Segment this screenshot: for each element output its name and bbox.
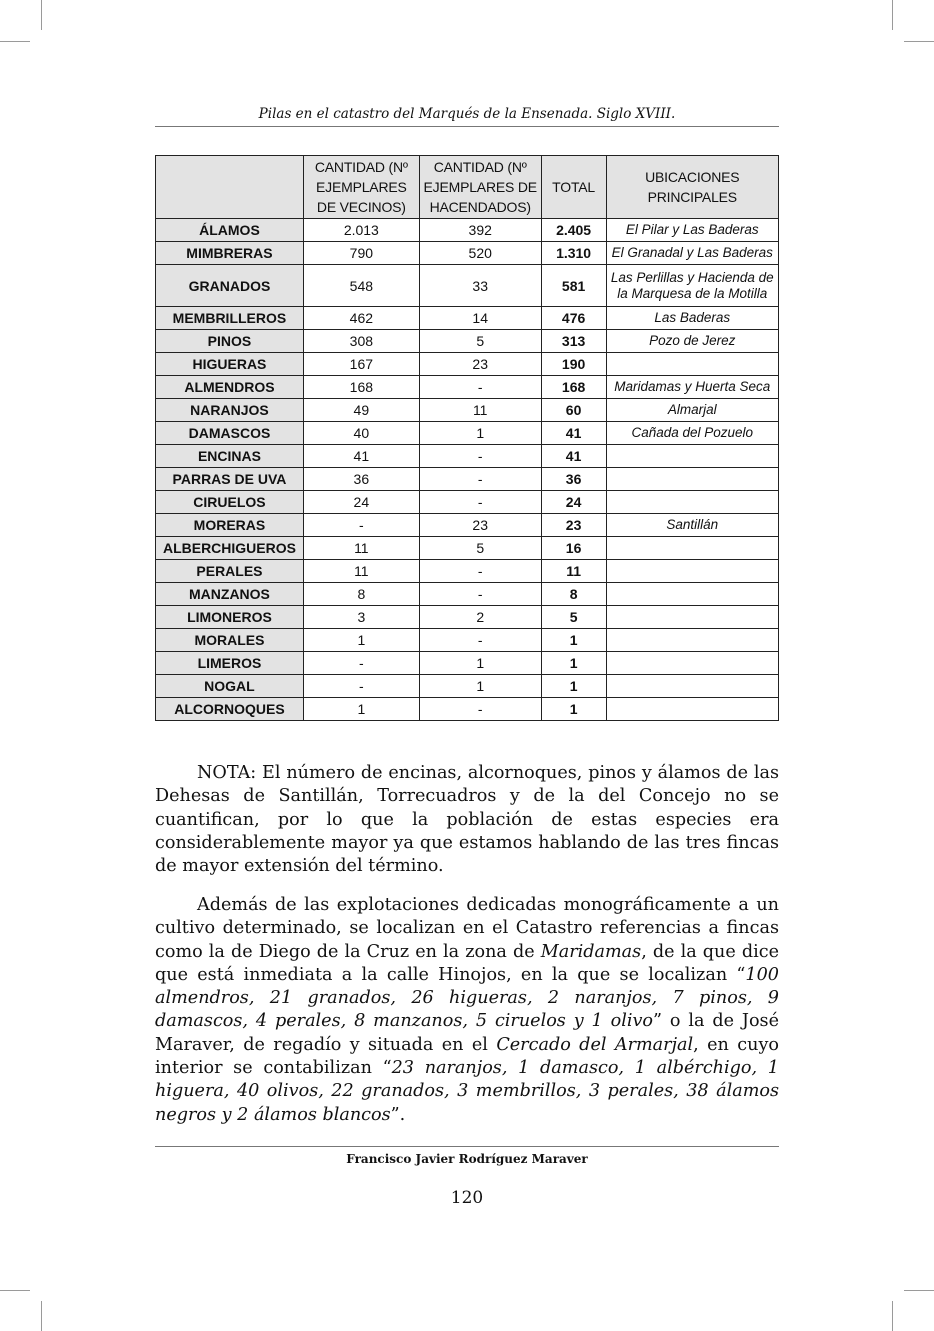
row-hacendados: - — [419, 583, 541, 606]
row-total: 5 — [541, 606, 606, 629]
row-hacendados: 23 — [419, 353, 541, 376]
row-total: 36 — [541, 468, 606, 491]
row-hacendados: - — [419, 629, 541, 652]
row-vecinos: 308 — [303, 330, 419, 353]
row-hacendados: - — [419, 376, 541, 399]
table-body — [156, 219, 779, 721]
column-header-ubicaciones: UBICACIONES PRINCIPALES — [606, 156, 778, 219]
row-ubicacion: Pozo de Jerez — [606, 330, 778, 353]
quoted-inventory: 23 naranjos, 1 damasco, 1 albérchigo, 1 higuera, 40 olivos, 22 granados, 3 membrillos, 3 perales, 38 álamos negros y 2 álamos blancos — [155, 1058, 779, 1125]
note-paragraph — [155, 762, 779, 878]
row-name: DAMASCOS — [156, 422, 304, 445]
table-row — [156, 537, 779, 560]
row-hacendados: 11 — [419, 399, 541, 422]
row-hacendados: - — [419, 468, 541, 491]
paragraph-text: , en cuyo interior se contabilizan “ — [155, 1034, 779, 1079]
trees-table — [155, 155, 779, 721]
paragraph-text: ”. — [390, 1104, 406, 1125]
row-total: 2.405 — [541, 219, 606, 242]
row-total: 23 — [541, 514, 606, 537]
row-total: 313 — [541, 330, 606, 353]
table-row — [156, 606, 779, 629]
row-ubicacion — [606, 491, 778, 514]
page-number: 120 — [450, 1188, 484, 1208]
row-vecinos: 548 — [303, 265, 419, 307]
row-vecinos: 40 — [303, 422, 419, 445]
row-name: ÁLAMOS — [156, 219, 304, 242]
row-vecinos: 2.013 — [303, 219, 419, 242]
row-name: MANZANOS — [156, 583, 304, 606]
row-vecinos: - — [303, 675, 419, 698]
table-row — [156, 422, 779, 445]
row-hacendados: 23 — [419, 514, 541, 537]
table-row — [156, 675, 779, 698]
row-name: ALMENDROS — [156, 376, 304, 399]
row-hacendados: 520 — [419, 242, 541, 265]
row-name: PERALES — [156, 560, 304, 583]
table-row — [156, 445, 779, 468]
column-header-name — [156, 156, 304, 219]
row-name: ENCINAS — [156, 445, 304, 468]
table-row — [156, 330, 779, 353]
crop-mark — [904, 1290, 934, 1291]
table-row — [156, 219, 779, 242]
row-name: LIMEROS — [156, 652, 304, 675]
row-vecinos: 36 — [303, 468, 419, 491]
table-row — [156, 468, 779, 491]
row-vecinos: 49 — [303, 399, 419, 422]
row-ubicacion: Las Perlillas y Hacienda de la Marquesa de la Motilla — [606, 265, 778, 307]
row-vecinos: 11 — [303, 537, 419, 560]
row-hacendados: 1 — [419, 652, 541, 675]
crop-mark — [892, 1301, 893, 1331]
row-hacendados: - — [419, 491, 541, 514]
row-hacendados: 1 — [419, 422, 541, 445]
row-ubicacion: El Pilar y Las Baderas — [606, 219, 778, 242]
row-total: 41 — [541, 422, 606, 445]
row-hacendados: 5 — [419, 537, 541, 560]
row-total: 581 — [541, 265, 606, 307]
column-header-total: TOTAL — [541, 156, 606, 219]
column-header-hacendados: CANTIDAD (Nº EJEMPLARES DE HACENDADOS) — [419, 156, 541, 219]
column-header-vecinos: CANTIDAD (Nº EJEMPLARES DE VECINOS) — [303, 156, 419, 219]
row-name: MORERAS — [156, 514, 304, 537]
row-ubicacion — [606, 698, 778, 721]
row-ubicacion: Cañada del Pozuelo — [606, 422, 778, 445]
table-row — [156, 353, 779, 376]
row-name: HIGUERAS — [156, 353, 304, 376]
row-ubicacion: Almarjal — [606, 399, 778, 422]
row-ubicacion: Las Baderas — [606, 307, 778, 330]
row-hacendados: 14 — [419, 307, 541, 330]
paragraph-text: Además de las explotaciones dedicadas monográficamente a un cultivo determinado, se localizan en el Catastro referencias a fincas como la de Diego de la Cruz en la zona de — [155, 895, 779, 962]
crop-mark — [904, 41, 934, 42]
row-total: 41 — [541, 445, 606, 468]
table-row — [156, 242, 779, 265]
table-row — [156, 307, 779, 330]
row-hacendados: 392 — [419, 219, 541, 242]
body-paragraph — [155, 894, 779, 1127]
row-ubicacion: El Granadal y Las Baderas — [606, 242, 778, 265]
row-total: 1 — [541, 698, 606, 721]
row-ubicacion — [606, 445, 778, 468]
row-name: PARRAS DE UVA — [156, 468, 304, 491]
row-hacendados: 1 — [419, 675, 541, 698]
table-header-row — [156, 156, 779, 219]
place-name: Maridamas — [540, 941, 642, 962]
crop-mark — [0, 1290, 30, 1291]
row-hacendados: 2 — [419, 606, 541, 629]
row-total: 1 — [541, 652, 606, 675]
row-hacendados: 33 — [419, 265, 541, 307]
row-vecinos: - — [303, 652, 419, 675]
note-text: NOTA: El número de encinas, alcornoques, pinos y álamos de las Dehesas de Santillán, Torrecuadros y de la del Concejo no se cuantifican, por lo que la población de estas especies era considerablemente mayor ya que estamos hablando de las tres fincas de mayor extensión del término. — [155, 763, 779, 877]
table-row — [156, 265, 779, 307]
row-total: 1.310 — [541, 242, 606, 265]
row-total: 60 — [541, 399, 606, 422]
row-vecinos: 11 — [303, 560, 419, 583]
row-name: NOGAL — [156, 675, 304, 698]
row-vecinos: 790 — [303, 242, 419, 265]
table-row — [156, 399, 779, 422]
row-total: 16 — [541, 537, 606, 560]
paragraph-text: ” o la de José Maraver, de regadío y situada en el — [155, 1011, 779, 1055]
row-name: CIRUELOS — [156, 491, 304, 514]
row-ubicacion — [606, 560, 778, 583]
table-row — [156, 491, 779, 514]
table-row — [156, 583, 779, 606]
row-name: ALCORNOQUES — [156, 698, 304, 721]
row-vecinos: 462 — [303, 307, 419, 330]
row-total: 168 — [541, 376, 606, 399]
row-ubicacion — [606, 353, 778, 376]
row-hacendados: 5 — [419, 330, 541, 353]
row-hacendados: - — [419, 698, 541, 721]
row-ubicacion: Maridamas y Huerta Seca — [606, 376, 778, 399]
row-name: PINOS — [156, 330, 304, 353]
table-row — [156, 560, 779, 583]
row-ubicacion — [606, 675, 778, 698]
row-total: 8 — [541, 583, 606, 606]
row-name: MEMBRILLEROS — [156, 307, 304, 330]
row-total: 476 — [541, 307, 606, 330]
table-row — [156, 376, 779, 399]
row-name: GRANADOS — [156, 265, 304, 307]
author-name: Francisco Javier Rodríguez Maraver — [346, 1152, 588, 1166]
row-name: NARANJOS — [156, 399, 304, 422]
row-ubicacion — [606, 537, 778, 560]
row-vecinos: - — [303, 514, 419, 537]
table-row — [156, 514, 779, 537]
table-row — [156, 629, 779, 652]
paragraph-text: , de la que dice que está inmediata a la calle Hinojos, en la que se localizan “ — [155, 941, 779, 985]
row-name: MORALES — [156, 629, 304, 652]
row-ubicacion — [606, 468, 778, 491]
table-row — [156, 698, 779, 721]
quoted-inventory: 100 almendros, 21 granados, 26 higueras, 2 naranjos, 7 pinos, 9 damascos, 4 perales, 8 manzanos, 5 ciruelos y 1 olivo — [155, 964, 779, 1032]
crop-mark — [41, 1301, 42, 1331]
table-row — [156, 652, 779, 675]
row-total: 1 — [541, 675, 606, 698]
row-vecinos: 3 — [303, 606, 419, 629]
crop-mark — [41, 0, 42, 30]
place-name: Cercado del Armarjal — [496, 1034, 694, 1055]
row-vecinos: 1 — [303, 629, 419, 652]
row-vecinos: 24 — [303, 491, 419, 514]
row-ubicacion — [606, 629, 778, 652]
row-ubicacion — [606, 606, 778, 629]
row-total: 190 — [541, 353, 606, 376]
row-name: MIMBRERAS — [156, 242, 304, 265]
running-header: Pilas en el catastro del Marqués de la Ensenada. Siglo XVIII. — [155, 106, 779, 127]
row-total: 11 — [541, 560, 606, 583]
row-hacendados: - — [419, 560, 541, 583]
row-name: LIMONEROS — [156, 606, 304, 629]
crop-mark — [892, 0, 893, 30]
row-ubicacion — [606, 652, 778, 675]
row-ubicacion — [606, 583, 778, 606]
row-vecinos: 168 — [303, 376, 419, 399]
row-total: 24 — [541, 491, 606, 514]
crop-mark — [0, 41, 30, 42]
row-name: ALBERCHIGUEROS — [156, 537, 304, 560]
row-vecinos: 8 — [303, 583, 419, 606]
row-hacendados: - — [419, 445, 541, 468]
row-vecinos: 1 — [303, 698, 419, 721]
row-vecinos: 41 — [303, 445, 419, 468]
row-total: 1 — [541, 629, 606, 652]
row-ubicacion: Santillán — [606, 514, 778, 537]
footer-divider — [155, 1146, 779, 1147]
row-vecinos: 167 — [303, 353, 419, 376]
